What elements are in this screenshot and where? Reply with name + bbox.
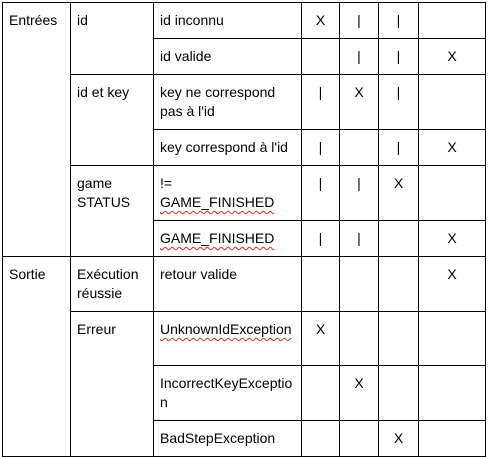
- mark-cell: |: [302, 166, 340, 221]
- mark-cell: |: [340, 39, 379, 75]
- condition-cell: key correspond à l'id: [154, 130, 302, 166]
- mark-cell: X: [302, 3, 340, 39]
- group-label-error: Erreur: [71, 312, 154, 457]
- condition-text: GAME_FINISHED: [160, 230, 275, 246]
- condition-main: GAME_FINISHED: [160, 194, 275, 210]
- mark-cell: [340, 312, 379, 366]
- table-row: [3, 312, 486, 366]
- mark-cell: [419, 3, 486, 39]
- mark-cell: X: [302, 312, 340, 366]
- condition-cell: [154, 221, 302, 257]
- mark-cell: [379, 366, 419, 421]
- mark-cell: |: [302, 130, 340, 166]
- condition-cell: id inconnu: [154, 3, 302, 39]
- condition-cell: [154, 166, 302, 221]
- condition-cell: key ne correspond pas à l'id: [154, 75, 302, 130]
- mark-cell: [419, 312, 486, 366]
- group-label-id: id: [71, 3, 154, 75]
- mark-cell: [340, 421, 379, 457]
- mark-cell: [419, 421, 486, 457]
- mark-cell: |: [379, 75, 419, 130]
- mark-cell: [302, 366, 340, 421]
- mark-cell: [379, 312, 419, 366]
- mark-cell: X: [419, 130, 486, 166]
- group-label-game-status: game STATUS: [71, 166, 154, 257]
- table-row: [3, 3, 486, 39]
- section-label-outputs: Sortie: [3, 257, 71, 457]
- mark-cell: |: [340, 166, 379, 221]
- group-label-id-key: id et key: [71, 75, 154, 166]
- mark-cell: |: [379, 39, 419, 75]
- condition-text: UnknownIdException: [160, 321, 292, 337]
- mark-cell: |: [379, 130, 419, 166]
- mark-cell: X: [419, 221, 486, 257]
- condition-cell: [154, 312, 302, 366]
- condition-cell: id valide: [154, 39, 302, 75]
- table-row: [3, 257, 486, 312]
- mark-cell: [302, 39, 340, 75]
- mark-cell: [302, 257, 340, 312]
- mark-cell: X: [379, 421, 419, 457]
- decision-table: [2, 2, 486, 457]
- mark-cell: |: [340, 3, 379, 39]
- group-label-execution-ok: Exécution réussie: [71, 257, 154, 312]
- mark-cell: |: [302, 221, 340, 257]
- mark-cell: X: [419, 39, 486, 75]
- mark-cell: X: [340, 75, 379, 130]
- mark-cell: [379, 257, 419, 312]
- mark-cell: [340, 130, 379, 166]
- condition-cell: IncorrectKeyException: [154, 366, 302, 421]
- mark-cell: |: [340, 221, 379, 257]
- mark-cell: X: [340, 366, 379, 421]
- mark-cell: |: [379, 3, 419, 39]
- condition-prefix: !=: [160, 175, 173, 191]
- mark-cell: [419, 366, 486, 421]
- condition-cell: BadStepException: [154, 421, 302, 457]
- section-label-inputs: Entrées: [3, 3, 71, 257]
- mark-cell: X: [419, 257, 486, 312]
- mark-cell: [379, 221, 419, 257]
- table-row: [3, 166, 486, 221]
- mark-cell: [340, 257, 379, 312]
- condition-cell: retour valide: [154, 257, 302, 312]
- table-row: [3, 75, 486, 130]
- mark-cell: [419, 166, 486, 221]
- mark-cell: X: [379, 166, 419, 221]
- mark-cell: [419, 75, 486, 130]
- mark-cell: |: [302, 75, 340, 130]
- mark-cell: [302, 421, 340, 457]
